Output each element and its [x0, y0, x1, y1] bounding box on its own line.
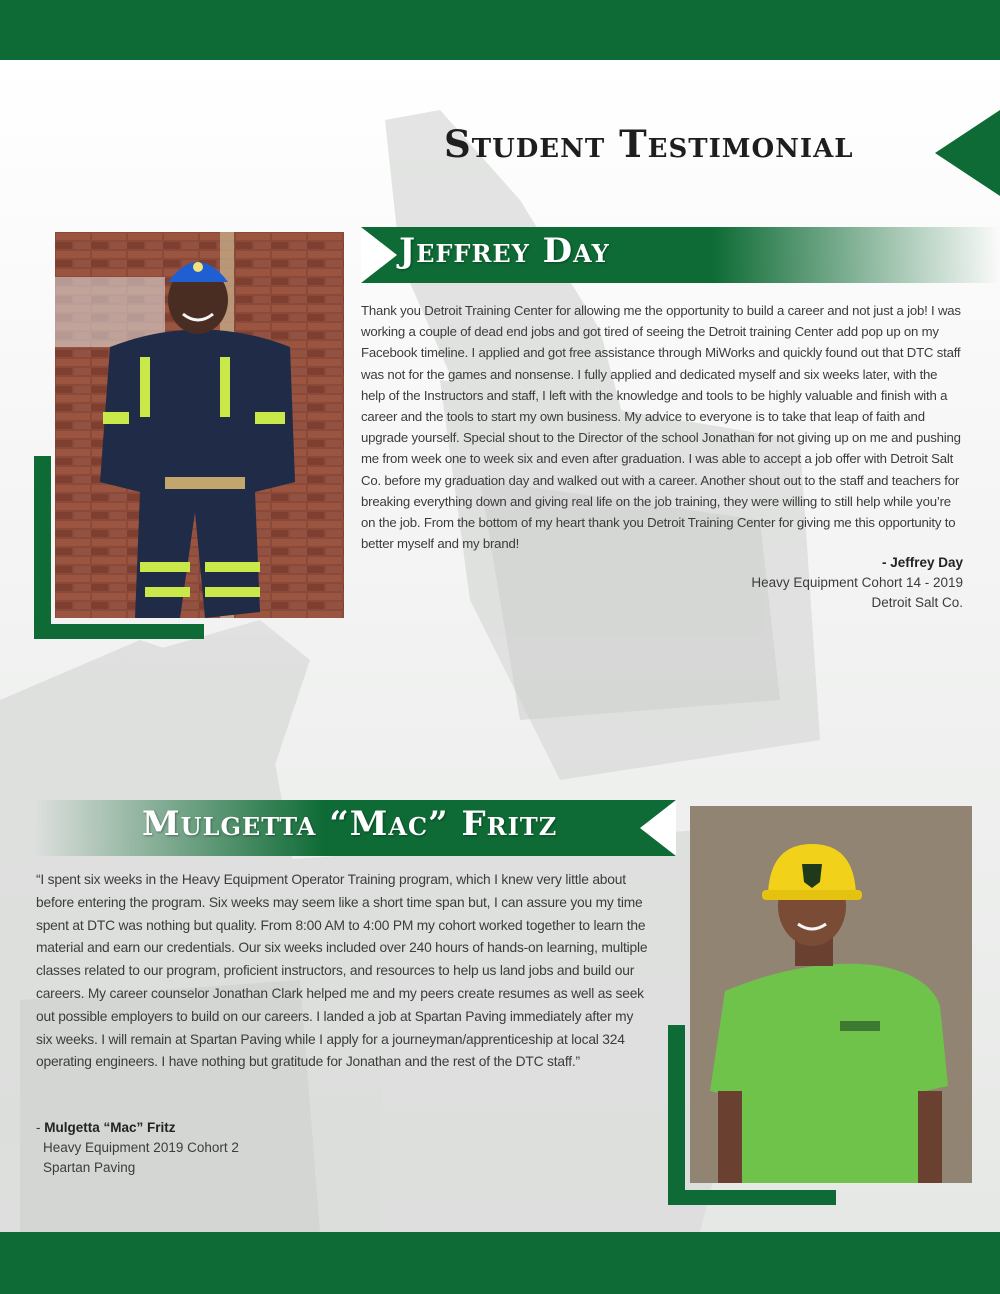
signature-dash: -	[36, 1120, 45, 1135]
photo-accent-frame-horizontal	[34, 624, 204, 639]
testimonial-signature: - Jeffrey Day	[881, 555, 963, 570]
top-banner-bar	[0, 0, 1000, 60]
photo-accent-frame-vertical	[668, 1025, 685, 1205]
title-arrow-icon	[935, 110, 1000, 196]
photo-accent-frame-vertical	[34, 456, 51, 639]
testimonial-program: Heavy Equipment 2019 Cohort 2	[43, 1140, 239, 1155]
testimonial-signature-block	[600, 553, 963, 613]
testimonial-employer: Detroit Salt Co.	[871, 595, 963, 610]
testimonial-quote: “I spent six weeks in the Heavy Equipment Operator Training program, which I knew very little about before entering the program. Six weeks may seem like a short time span but, I can assure you my time spent at DTC was nothing but quality. From 8:00 AM to 4:00 PM my cohort worked together to learn the material and earn our credentials. Our six weeks included over 240 hours of hands-on learning, multiple classes related to our program, proficient instructors, and resources to help us land jobs and build our careers. My career counselor Jonathan Clark helped me and my peers create resumes as well as seek out possible employers to build on our careers. I landed a job at Spartan Paving immediately after my six weeks. I will remain at Spartan Paving while I apply for a journeyman/apprenticeship at local 324 operating engineers. I have nothing but gratitude for Jonathan and the rest of the DTC staff.”	[36, 872, 648, 1070]
student-photo-hardhat-worker-icon	[55, 232, 344, 618]
photo-accent-frame-horizontal	[668, 1190, 836, 1205]
jeffrey-day-photo	[55, 232, 344, 618]
testimonial-name: Mulgetta “Mac” Fritz	[142, 804, 558, 844]
name-banner-mulgetta-fritz	[34, 800, 676, 856]
testimonial-name: Jeffrey Day	[399, 231, 610, 271]
testimonial-program: Heavy Equipment Cohort 14 - 2019	[751, 575, 963, 590]
mulgetta-fritz-photo	[690, 806, 972, 1183]
student-photo-yellow-hardhat-icon	[690, 806, 972, 1183]
testimonial-signature-block	[36, 1118, 336, 1178]
name-banner-jeffrey-day	[361, 227, 1000, 283]
page-title: Student Testimonial	[444, 122, 854, 166]
testimonial-signature: Mulgetta “Mac” Fritz	[44, 1120, 176, 1135]
testimonial-quote: Thank you Detroit Training Center for allowing me the opportunity to build a career and not just a job! I was working a couple of dead end jobs and got tired of seeing the Detroit training Center add pop up on my Facebook timeline. I applied and got free assistance through MiWorks and quickly found out that DTC staff was not for the games and nonsense. I fully applied and dedicated myself and six weeks later, with the help of the Instructors and staff, I left with the knowledge and tools to be highly valuable and finish with a career and the tools to start my own business. My advice to everyone is to take that leap of faith and upgrade yourself. Special shout to the Director of the school Jonathan for not giving up on me and pushing me from week one to week six and even after graduation. I was able to accept a job offer with Detroit Salt Co. before my graduation day and walked out with a career. Another shout out to the staff and teachers for breaking everything down and giving real life on the job training, they were willing to still help while you’re on the job. From the bottom of my heart thank you Detroit Training Center for giving me this opportunity to better myself and my brand!	[361, 303, 961, 552]
bottom-banner-bar	[0, 1232, 1000, 1294]
testimonial-employer: Spartan Paving	[43, 1160, 136, 1175]
